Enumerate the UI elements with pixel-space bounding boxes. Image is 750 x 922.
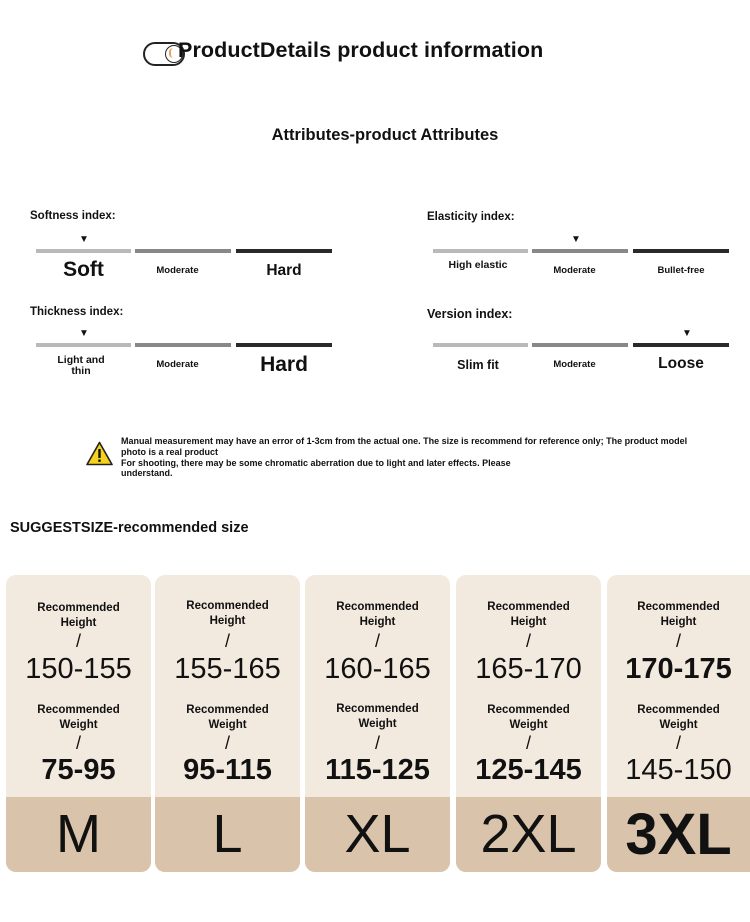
separator: / — [224, 631, 230, 651]
option-label: Hard — [266, 262, 302, 279]
separator: / — [374, 631, 380, 651]
attributes-title: Attributes-product Attributes — [271, 126, 499, 144]
height-range: 170-175 — [625, 653, 732, 685]
selected-marker-icon: ▼ — [571, 234, 581, 245]
weight-caption: Recommended Weight — [487, 704, 570, 731]
option-label: Loose — [658, 355, 704, 372]
notice-line-2: For shooting, there may be some chromatic aberration due to light and later effects. Please understand. — [121, 457, 511, 479]
size-card-m — [6, 575, 151, 872]
size-label: M — [56, 804, 101, 864]
weight-caption: Recommended Weight — [37, 704, 120, 731]
weight-range: 95-115 — [183, 754, 272, 786]
weight-range: 115-125 — [325, 754, 430, 786]
option-label: Moderate — [156, 265, 199, 276]
level-bar-2 — [135, 343, 231, 347]
height-caption: Recommended Height — [637, 601, 720, 628]
version-label: Version index: — [427, 307, 513, 321]
separator: / — [75, 733, 81, 753]
separator: / — [675, 733, 681, 753]
separator: / — [525, 631, 531, 651]
size-card-xl — [305, 575, 450, 872]
notice-line-1: Manual measurement may have an error of 1-3cm from the actual one. The size is recommend for reference only; The product model photo is a real product — [121, 436, 688, 457]
selected-marker-icon: ▼ — [682, 328, 692, 339]
level-bar-2 — [532, 343, 628, 347]
separator: / — [374, 733, 380, 753]
size-card-2xl — [456, 575, 601, 872]
size-label: XL — [344, 804, 411, 864]
height-caption: Recommended Height — [336, 601, 419, 628]
size-card-3xl — [607, 575, 750, 872]
selected-marker-icon: ▼ — [79, 328, 89, 339]
height-caption: Recommended Height — [37, 602, 120, 629]
level-bar-2 — [135, 249, 231, 253]
level-bar-3 — [236, 249, 332, 253]
option-label: Soft — [63, 258, 104, 281]
option-label: Slim fit — [457, 358, 499, 372]
weight-caption: Recommended Weight — [336, 703, 419, 730]
height-caption: Recommended Height — [186, 600, 269, 627]
level-bar-3 — [633, 343, 729, 347]
elasticity-label: Elasticity index: — [427, 211, 515, 223]
thickness-label: Thickness index: — [30, 306, 124, 318]
level-bar-1 — [36, 343, 131, 347]
size-card-l — [155, 575, 300, 872]
option-label: Hard — [260, 353, 308, 376]
weight-range: 145-150 — [625, 754, 732, 786]
separator: / — [675, 631, 681, 651]
level-bar-3 — [236, 343, 332, 347]
selected-marker-icon: ▼ — [79, 234, 89, 245]
level-bar-2 — [532, 249, 628, 253]
page-title: ProductDetails product information — [178, 38, 544, 62]
weight-range: 125-145 — [475, 754, 582, 786]
softness-label: Softness index: — [30, 210, 116, 222]
option-label: Moderate — [553, 265, 596, 276]
size-label: 2XL — [480, 804, 577, 864]
level-bar-1 — [433, 249, 528, 253]
option-label: Bullet-free — [657, 265, 705, 276]
size-section-title: SUGGESTSIZE-recommended size — [10, 520, 249, 536]
separator: / — [224, 733, 230, 753]
warning-icon — [86, 441, 113, 466]
height-range: 160-165 — [324, 653, 431, 685]
height-caption: Recommended Height — [487, 601, 570, 628]
weight-caption: Recommended Weight — [637, 704, 720, 731]
level-bar-1 — [433, 343, 528, 347]
size-label: 3XL — [625, 802, 732, 867]
disclaimer-notice — [121, 436, 711, 479]
option-label: Light and thin — [57, 354, 105, 377]
option-label: High elastic — [448, 259, 508, 271]
height-range: 165-170 — [475, 653, 582, 685]
weight-range: 75-95 — [41, 754, 116, 786]
separator: / — [525, 733, 531, 753]
height-range: 150-155 — [25, 653, 132, 685]
option-label: Moderate — [156, 359, 199, 370]
weight-caption: Recommended Weight — [186, 704, 269, 731]
option-label: Moderate — [553, 359, 596, 370]
size-label: L — [212, 804, 243, 864]
level-bar-3 — [633, 249, 729, 253]
height-range: 155-165 — [174, 653, 281, 685]
level-bar-1 — [36, 249, 131, 253]
separator: / — [75, 631, 81, 651]
